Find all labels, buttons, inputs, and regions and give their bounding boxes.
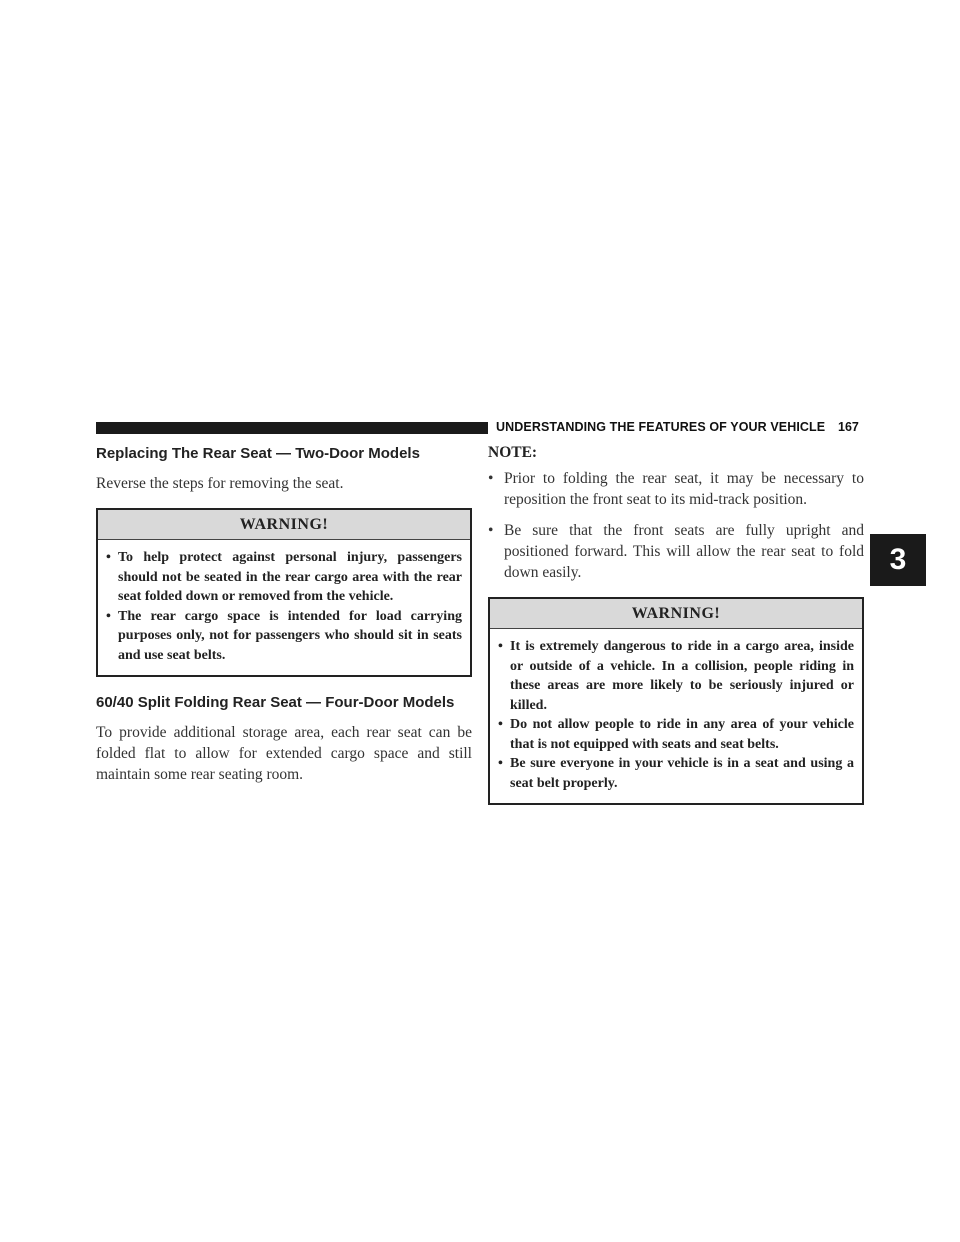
bullet-icon: • [488, 470, 494, 487]
page-number: 167 [838, 420, 859, 434]
left-column [96, 444, 472, 785]
header-rule [96, 422, 488, 434]
chapter-tab: 3 [870, 534, 926, 586]
warning-item: • The rear cargo space is intended for load carrying purposes only, not for passengers who should sit in seats and use seat belts. [106, 608, 462, 663]
warning-box-2 [488, 597, 864, 805]
warning-item: • Do not allow people to ride in any area of your vehicle that is not equipped with seats and seat belts. [498, 717, 854, 752]
note-item: • Be sure that the front seats are fully upright and positioned forward. This will allow the rear seat to fold down easily. [488, 522, 864, 581]
bullet-icon: • [106, 608, 111, 624]
bullet-icon: • [498, 756, 503, 771]
bullet-icon: • [488, 522, 494, 539]
note-item: • Prior to folding the rear seat, it may be necessary to reposition the front seat to its mid-track position. [488, 470, 864, 508]
warning-title: WARNING! [490, 599, 862, 629]
warning-list-2 [490, 629, 862, 803]
warning-item: • To help protect against personal injury, passengers should not be seated in the rear cargo area with the rear seat folded down or removed from the vehicle. [106, 550, 462, 604]
warning-item: • Be sure everyone in your vehicle is in a seat and using a seat belt properly. [498, 756, 854, 791]
right-column [488, 444, 864, 805]
section-heading-replacing-rear-seat: Replacing The Rear Seat — Two-Door Models [96, 445, 420, 462]
warning-box-1 [96, 508, 472, 677]
section-heading-split-folding: 60/40 Split Folding Rear Seat — Four-Door Models [96, 694, 455, 711]
bullet-icon: • [106, 550, 111, 565]
section-body-replacing: Reverse the steps for removing the seat. [96, 475, 344, 492]
warning-list-1 [98, 540, 470, 675]
note-label: NOTE: [488, 444, 538, 461]
note-list [488, 468, 864, 583]
warning-title: WARNING! [98, 510, 470, 540]
bullet-icon: • [498, 717, 503, 732]
bullet-icon: • [498, 639, 503, 654]
warning-item: • It is extremely dangerous to ride in a cargo area, inside or outside of a vehicle. In a collision, people riding in these areas are more likely to be seriously injured or killed. [498, 639, 854, 713]
running-header-title: UNDERSTANDING THE FEATURES OF YOUR VEHICLE [496, 420, 826, 434]
section-body-split-folding: To provide additional storage area, each rear seat can be folded flat to allow for extended cargo space and still maintain some rear seating room. [96, 724, 472, 783]
